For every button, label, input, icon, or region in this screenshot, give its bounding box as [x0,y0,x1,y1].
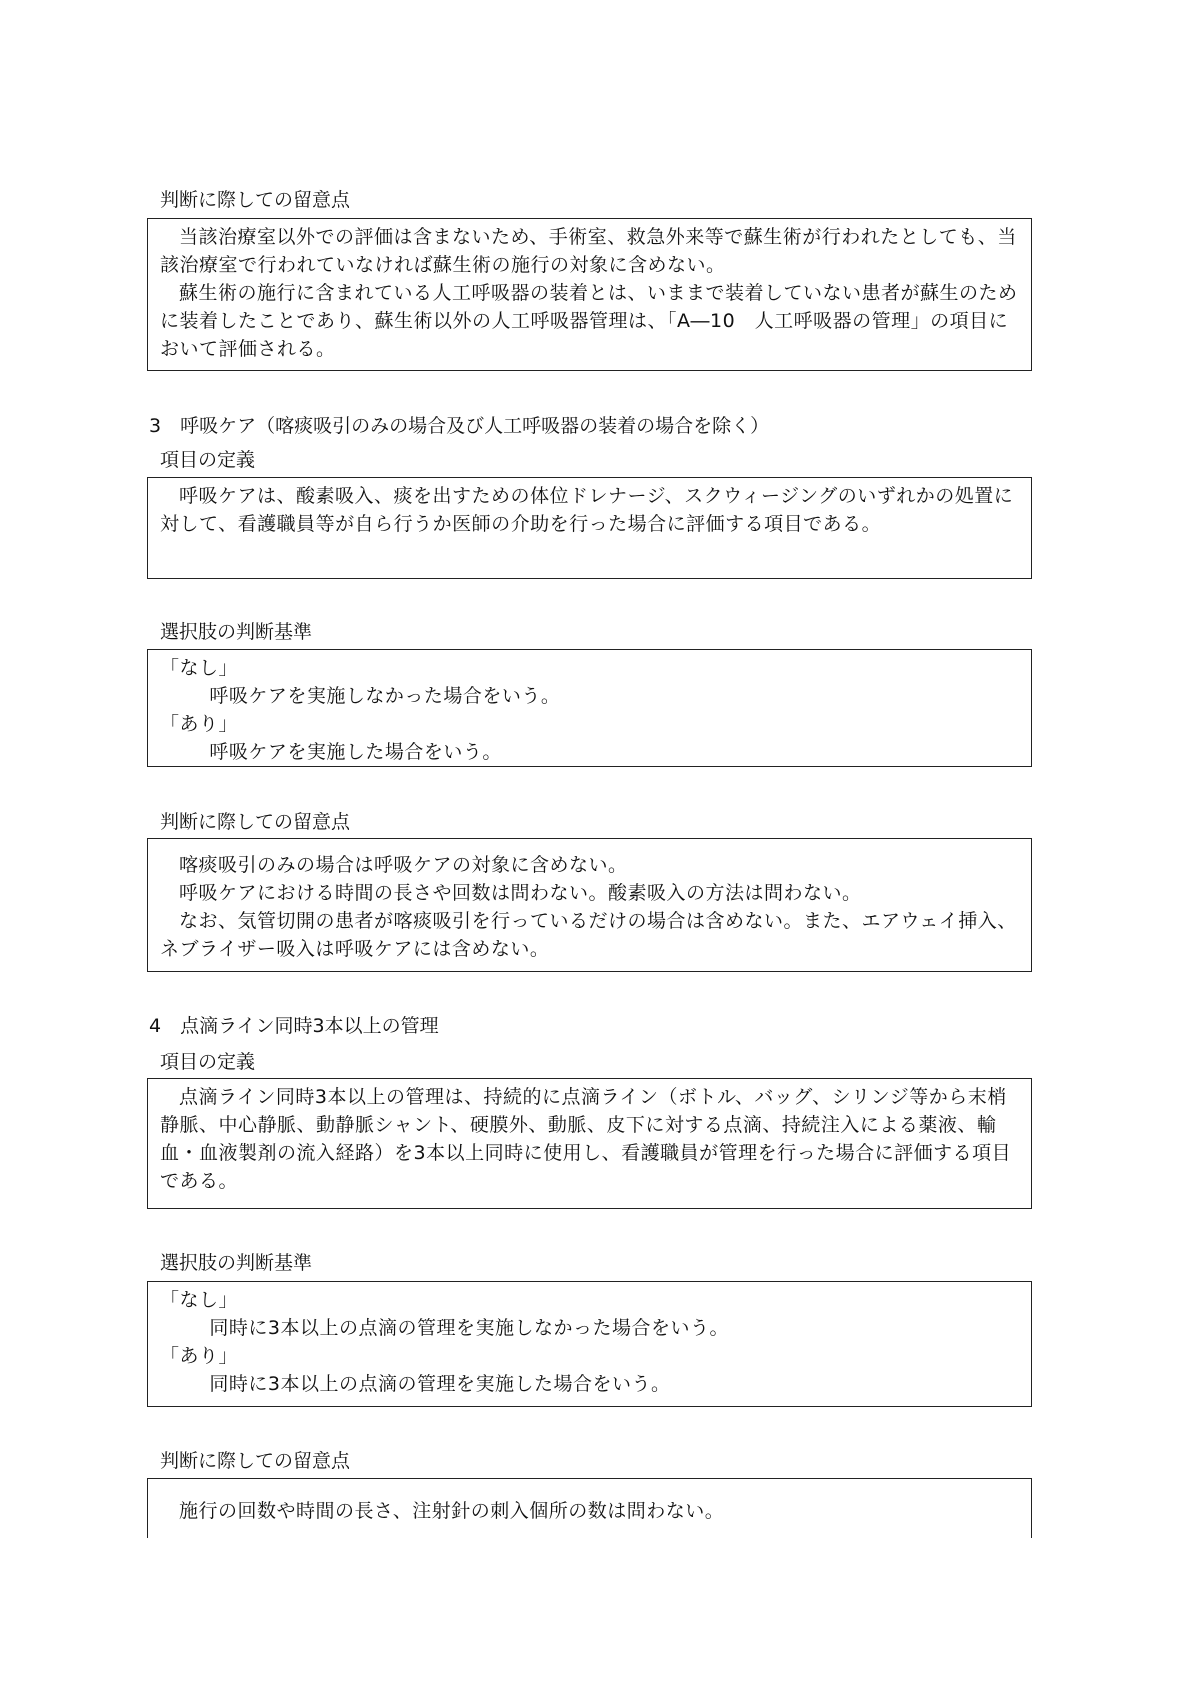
criteria-4-yes-label: 「あり」 [160,1345,239,1367]
notes-label-1: 判断に際しての留意点 [160,189,351,211]
notes-label-4: 判断に際しての留意点 [160,1450,351,1472]
notes-box-4 [147,1478,1032,1538]
definition-3-text: 呼吸ケアは、酸素吸入、痰を出すための体位ドレナージ、スクウィージングのいずれかの処置に対して、看護職員等が自ら行うか医師の介助を行った場合に評価する項目である。 [160,485,1014,535]
criteria-4-none-label: 「なし」 [160,1289,239,1311]
criteria-3-none-label: 「なし」 [160,657,239,679]
criteria-4-yes-text: 同時に3本以上の点滴の管理を実施した場合をいう。 [209,1373,671,1395]
notes-3-para-2: 呼吸ケアにおける時間の長さや回数は問わない。酸素吸入の方法は問わない。 [179,882,862,904]
criteria-3-yes-text: 呼吸ケアを実施した場合をいう。 [209,741,502,763]
definition-label-3: 項目の定義 [160,449,256,471]
notes-label-3: 判断に際しての留意点 [160,811,351,833]
definition-4-text: 点滴ライン同時3本以上の管理は、持続的に点滴ライン（ボトル、バッグ、シリンジ等から末梢静脈、中心静脈、動静脈シャント、硬膜外、動脈、皮下に対する点滴、持続注入による薬液、輸血・血液製剤の流入経路）を3本以上同時に使用し、看護職員が管理を行った場合に評価する項目である。 [160,1086,1012,1192]
notes-1-para-1: 当該治療室以外での評価は含まないため、手術室、救急外来等で蘇生術が行われたとしても、当該治療室で行われていなければ蘇生術の施行の対象に含めない。 [160,226,1017,276]
definition-label-4: 項目の定義 [160,1051,256,1073]
criteria-label-3: 選択肢の判断基準 [160,621,313,643]
criteria-label-4: 選択肢の判断基準 [160,1252,313,1274]
criteria-box-4 [147,1281,1032,1407]
notes-3-para-3: なお、気管切開の患者が喀痰吸引を行っているだけの場合は含めない。また、エアウェイ挿入、ネブライザー吸入は呼吸ケアには含めない。 [160,910,1017,960]
section-3-heading: 3 呼吸ケア（喀痰吸引のみの場合及び人工呼吸器の装着の場合を除く） [149,415,770,437]
criteria-3-yes-label: 「あり」 [160,713,239,735]
criteria-4-none-text: 同時に3本以上の点滴の管理を実施しなかった場合をいう。 [209,1317,729,1339]
notes-1-para-2: 蘇生術の施行に含まれている人工呼吸器の装着とは、いままで装着していない患者が蘇生のために装着したことであり、蘇生術以外の人工呼吸器管理は、「A―10 人工呼吸器の管理」の項目において評価される。 [160,282,1018,360]
notes-3-para-1: 喀痰吸引のみの場合は呼吸ケアの対象に含めない。 [179,854,628,876]
definition-box-3 [147,477,1032,579]
notes-box-3 [147,838,1032,972]
criteria-3-none-text: 呼吸ケアを実施しなかった場合をいう。 [209,685,561,707]
notes-box-1 [147,218,1032,371]
section-4-heading: 4 点滴ライン同時3本以上の管理 [149,1015,439,1037]
criteria-box-3 [147,649,1032,767]
definition-box-4 [147,1078,1032,1209]
notes-4-text: 施行の回数や時間の長さ、注射針の刺入個所の数は問わない。 [179,1500,725,1522]
